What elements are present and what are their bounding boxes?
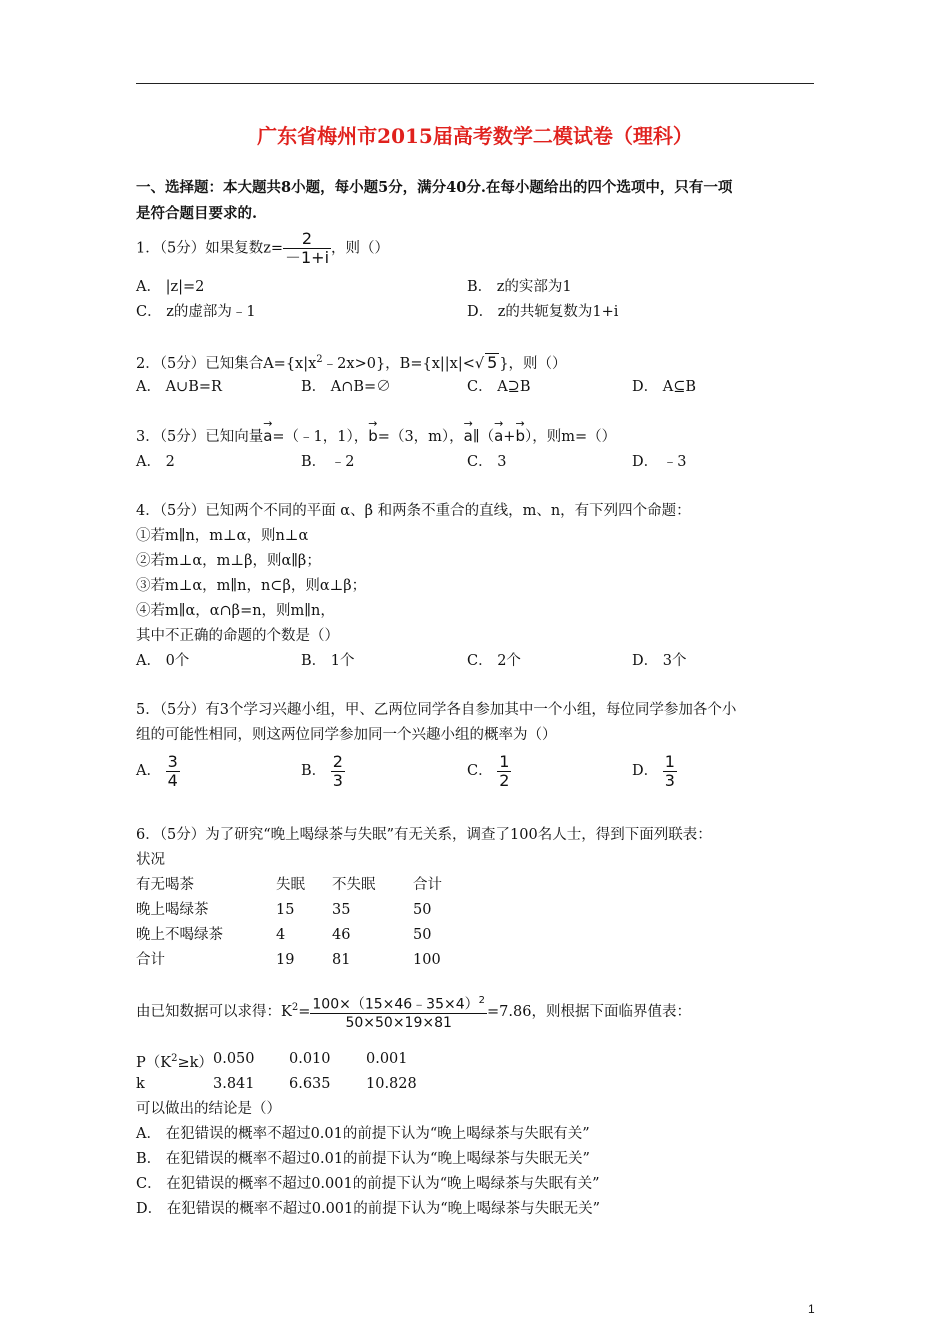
k2-num-text: 100×（15×46﹣35×4） — [312, 996, 479, 1013]
q1-suffix: ，则（） — [331, 240, 390, 257]
q6-line1: 6．（5分）为了研究“晚上喝绿茶与失眠”有无关系，调查了100名人士，得到下面列联表： — [136, 827, 712, 843]
section-heading-line1: 一、选择题：本大题共8小题，每小题5分，满分40分.在每小题给出的四个选项中，只有一项 — [136, 179, 733, 196]
table-header-cell: 合计 — [413, 877, 442, 893]
q6-option-a: A． 在犯错误的概率不超过0.01的前提下认为“晚上喝绿茶与失眠有关” — [136, 1126, 590, 1142]
q5-b-num: 2 — [332, 751, 343, 771]
q5-option-d-fraction — [663, 753, 677, 790]
q3-vector-a2: → a — [464, 426, 473, 446]
table-cell: 35 — [332, 902, 351, 918]
q2-option-c: C． A⊇B — [467, 379, 531, 395]
p-label-text: P（K — [136, 1054, 172, 1071]
q4-line5: ④若m∥α，α∩β=n，则m∥n， — [136, 603, 335, 619]
q2-option-a: A． A∪B=R — [136, 379, 222, 395]
critical-k-value: 6.635 — [289, 1076, 331, 1092]
q5-line1: 5．（5分）有3个学习兴趣小组，甲、乙两位同学各自参加其中一个小组，每位同学参加各个小 — [136, 702, 737, 718]
q3-vector-b2: → b — [515, 426, 525, 446]
q5-d-den: 3 — [664, 770, 675, 790]
q5-option-a-fraction — [166, 753, 180, 790]
q2-option-b: B． A∩B=∅ — [301, 379, 391, 395]
q4-line3: ②若m⊥α，m⊥β，则α∥β； — [136, 553, 321, 569]
question-1 — [136, 230, 389, 267]
q5-a-num: 3 — [167, 751, 178, 771]
q4-option-a: A． 0个 — [136, 653, 190, 669]
q3-option-a: A． 2 — [136, 454, 175, 470]
q2-sup: 2 — [316, 354, 323, 365]
q5-option-c — [467, 751, 511, 791]
q2-sqrt: 5 — [487, 352, 498, 372]
question-2: 2．（5分）已知集合$A=\{x|x^2﹣2x>0\}$，B={x||x|<√ 5 }，则（） — [136, 352, 567, 372]
q3-vector-b: → b — [368, 426, 378, 446]
q1-frac-den: －1+i — [285, 248, 330, 267]
header-rule — [136, 83, 814, 84]
k2-num-sup: 2 — [478, 994, 486, 1006]
k2-prefix: 由已知数据可以求得：K — [136, 1003, 292, 1020]
q3-vector-a: → a — [263, 426, 272, 446]
q6-option-b: B． 在犯错误的概率不超过0.01的前提下认为“晚上喝绿茶与失眠无关” — [136, 1151, 590, 1167]
q6-option-d: D． 在犯错误的概率不超过0.001的前提下认为“晚上喝绿茶与失眠无关” — [136, 1201, 601, 1217]
q5-b-den: 3 — [332, 770, 343, 790]
q5-option-c-fraction — [497, 753, 511, 790]
q1-option-d: D． z的共轭复数为1+i — [467, 304, 619, 320]
q4-line1: 4．（5分）已知两个不同的平面 α、β 和两条不重合的直线，m、n，有下列四个命题： — [136, 503, 691, 519]
table-header-cell: 失眠 — [276, 877, 305, 893]
q5-d-num: 1 — [664, 751, 675, 771]
critical-k-label: k — [136, 1076, 145, 1092]
table-cell: 晚上喝绿茶 — [136, 902, 209, 918]
q2-mid: ﹣2x>0}，B={x||x|< — [322, 355, 475, 372]
q3-suffix: ），则m=（） — [524, 429, 617, 445]
q5-option-d-label: D． — [632, 763, 659, 779]
table-cell: 100 — [413, 952, 441, 968]
table-cell: 46 — [332, 927, 351, 943]
critical-p-value: 0.050 — [213, 1051, 255, 1067]
q3-prefix: 3．（5分）已知向量 — [136, 429, 264, 445]
q5-option-b-label: B． — [301, 763, 327, 779]
q3-part4: ∥（ — [472, 429, 495, 445]
q3-part3: =（3，m）， — [377, 429, 464, 445]
q3-option-d: D． ﹣3 — [632, 454, 687, 470]
question-3 — [136, 426, 616, 447]
critical-p-value: 0.001 — [366, 1051, 408, 1067]
q3-option-b: B． ﹣2 — [301, 454, 355, 470]
q5-option-c-label: C． — [467, 763, 493, 779]
q4-line2: ①若m∥n，m⊥α，则n⊥α — [136, 528, 309, 544]
critical-k-value: 10.828 — [366, 1076, 417, 1092]
page-title: 广东省梅州市2015届高考数学二模试卷（理科） — [257, 124, 693, 148]
p-label-sup: 2 — [171, 1053, 178, 1064]
p-label-text2: ≥k） — [177, 1054, 213, 1071]
k2-suffix: =7.86，则根据下面临界值表： — [487, 1003, 691, 1020]
table-cell: 50 — [413, 902, 432, 918]
critical-k-value: 3.841 — [213, 1076, 255, 1092]
table-cell: 晚上不喝绿茶 — [136, 927, 223, 943]
k2-numerator — [310, 992, 487, 1014]
q6-conclusion: 可以做出的结论是（） — [136, 1101, 281, 1117]
k2-formula — [136, 990, 691, 1032]
table-cell: 4 — [276, 927, 286, 943]
q4-line4: ③若m⊥α，m∥n，n⊂β，则α⊥β； — [136, 578, 367, 594]
table-cell: 合计 — [136, 952, 165, 968]
table-header-cell: 不失眠 — [332, 877, 376, 893]
q6-line2: 状况 — [136, 852, 165, 868]
q3-vector-a3: → a — [494, 426, 503, 446]
q5-option-a-label: A． — [136, 763, 161, 779]
q2-suffix: }，则（） — [499, 355, 567, 372]
q1-fraction — [283, 230, 331, 267]
table-cell: 50 — [413, 927, 432, 943]
q5-option-b — [301, 751, 345, 791]
q5-c-num: 1 — [499, 751, 510, 771]
page-number: 1 — [808, 1302, 815, 1316]
q3-option-c: C． 3 — [467, 454, 507, 470]
q6-option-c: C． 在犯错误的概率不超过0.001的前提下认为“晚上喝绿茶与失眠有关” — [136, 1176, 600, 1192]
table-cell: 81 — [332, 952, 351, 968]
q1-option-c: C． z的虚部为﹣1 — [136, 304, 256, 320]
q1-frac-num: 2 — [301, 229, 313, 248]
table-header-cell: 有无喝茶 — [136, 877, 194, 893]
k2-denominator: 50×50×19×81 — [310, 1013, 487, 1032]
q4-option-c: C． 2个 — [467, 653, 521, 669]
q5-option-b-fraction — [331, 753, 345, 790]
k2-eq: = — [298, 1003, 311, 1020]
q5-option-d — [632, 751, 677, 791]
q2-option-d: D． A⊆B — [632, 379, 697, 395]
q1-option-b: B． z的实部为1 — [467, 279, 572, 295]
table-cell: 15 — [276, 902, 295, 918]
q1-prefix: 1．（5分）如果复数z= — [136, 240, 283, 257]
q5-option-a — [136, 751, 180, 791]
table-cell: 19 — [276, 952, 295, 968]
q4-option-b: B． 1个 — [301, 653, 355, 669]
q4-line6: 其中不正确的命题的个数是（） — [136, 628, 339, 644]
section-heading-line2: 是符合题目要求的. — [136, 205, 258, 222]
k2-fraction — [310, 992, 487, 1033]
critical-p-value: 0.010 — [289, 1051, 331, 1067]
q2-prefix: 2．（5分）已知集合A={x|x — [136, 355, 317, 372]
q4-option-d: D． 3个 — [632, 653, 687, 669]
k2-sup: 2 — [291, 1002, 299, 1013]
critical-p-label — [136, 1049, 213, 1073]
q3-plus: + — [503, 429, 516, 445]
q3-part2: =（﹣1，1）， — [272, 429, 369, 445]
q5-c-den: 2 — [499, 770, 510, 790]
q5-line2: 组的可能性相同，则这两位同学参加同一个兴趣小组的概率为（） — [136, 727, 557, 743]
q5-a-den: 4 — [167, 770, 178, 790]
q1-option-a: A． |z|=2 — [136, 279, 205, 295]
